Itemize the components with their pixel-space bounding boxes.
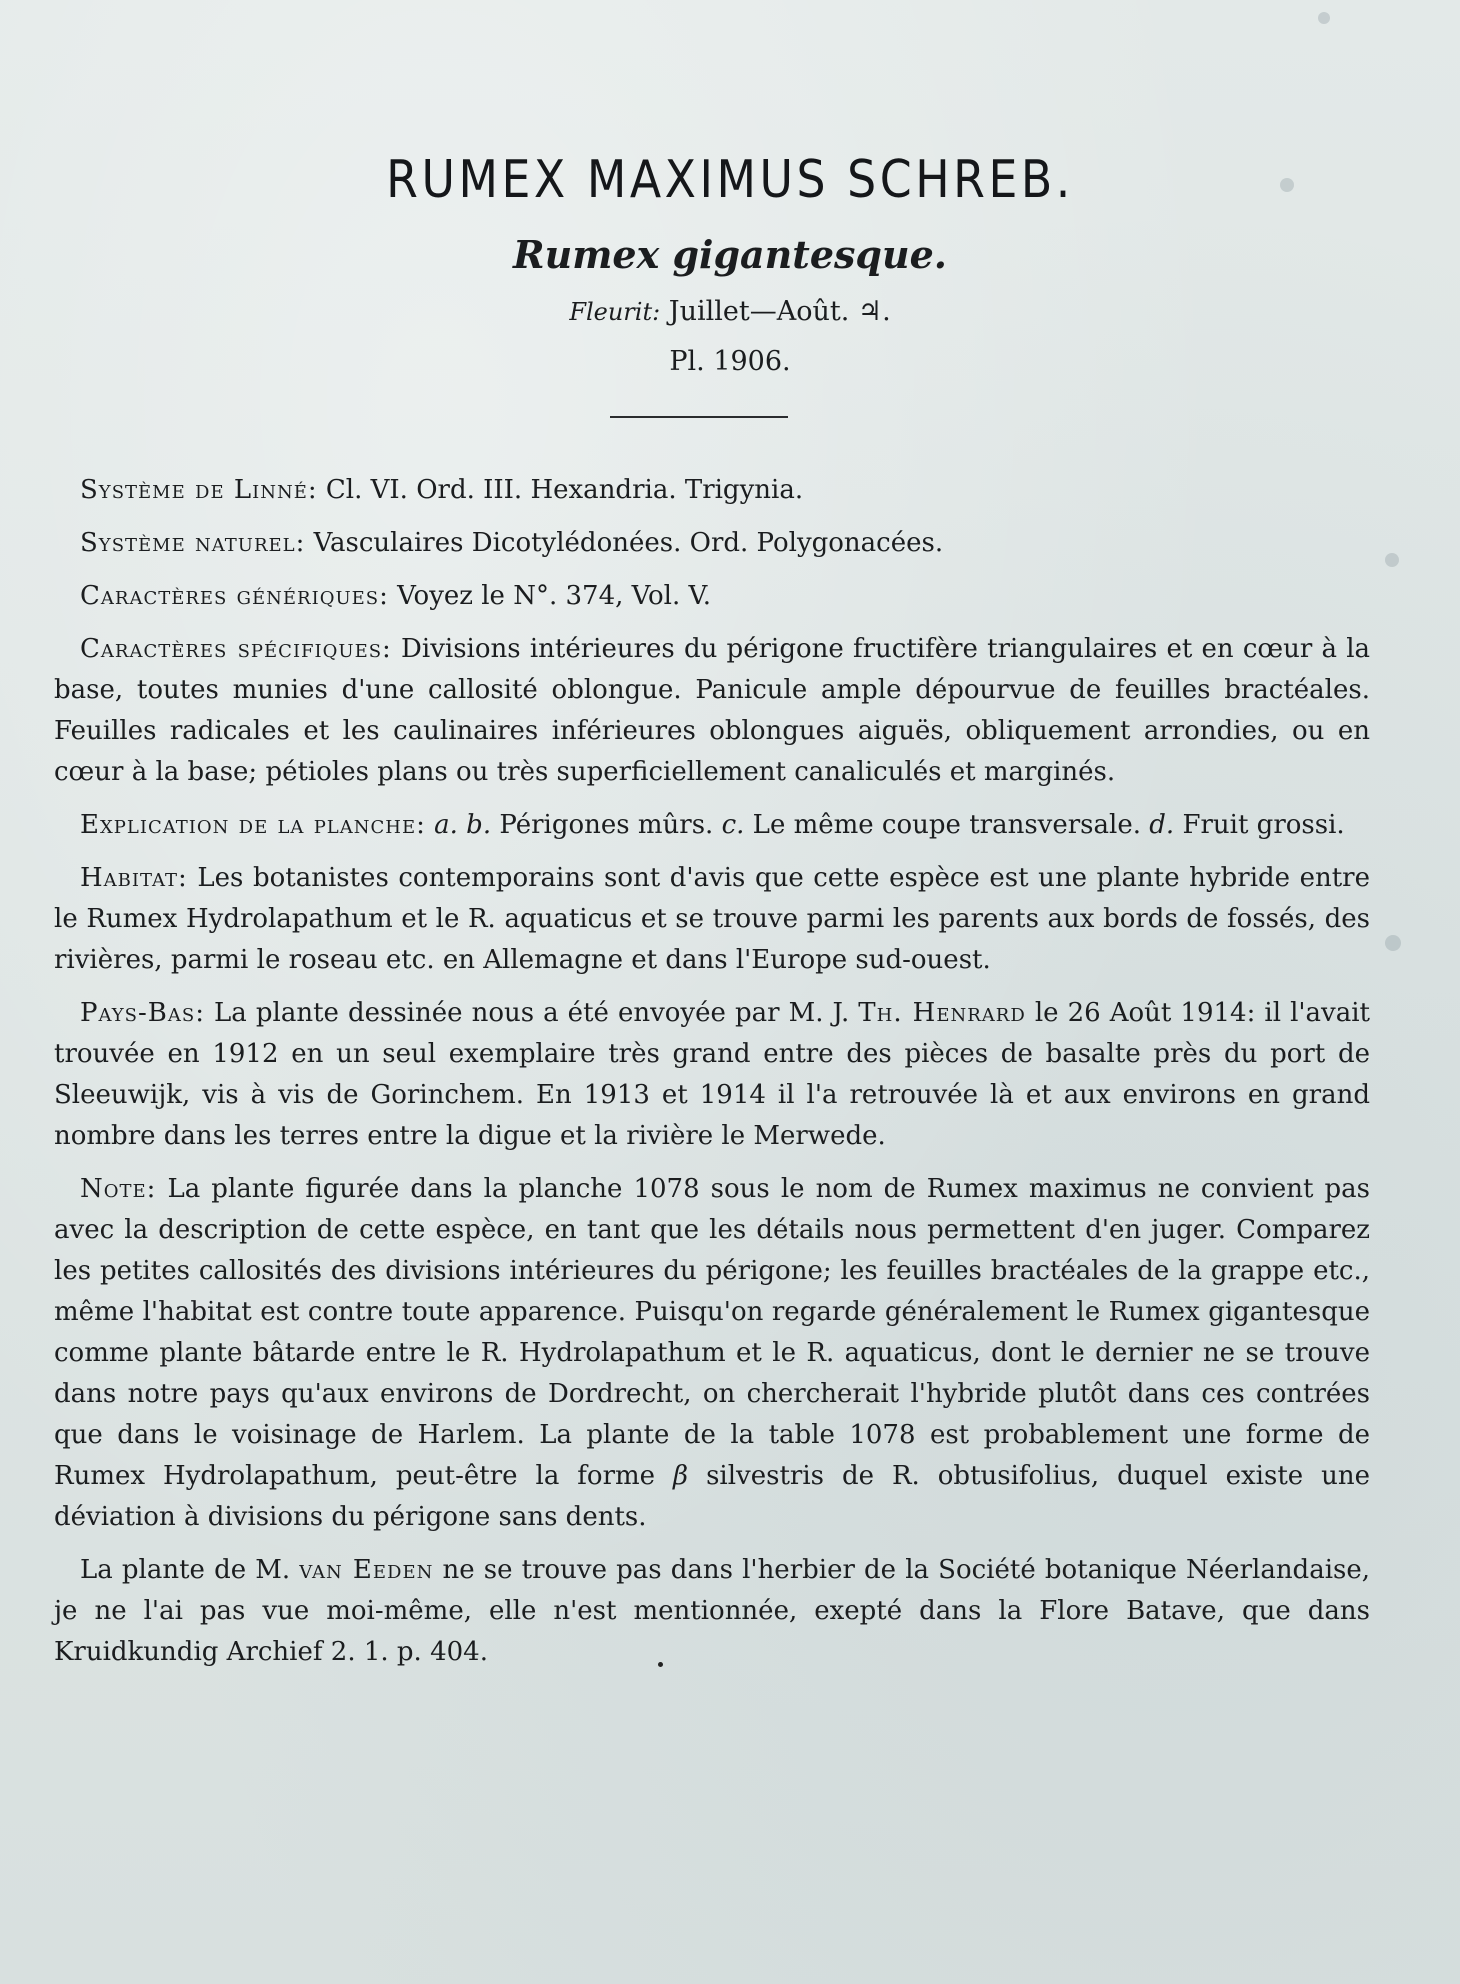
figure-letter: a. b.	[434, 810, 492, 840]
section-linne	[54, 470, 1370, 511]
section-text: Les botanistes contemporains sont d'avis que cette espèce est une plante hybride entre le Rumex Hydrolapathum et le R. aquaticus et se trouve parmi les parents aux bords de fossés, des rivières, parmi le roseau etc. en Allemagne et dans l'Europe sud-ouest.	[54, 863, 1371, 975]
bleed-spot	[1385, 935, 1401, 951]
section-text: La plante figurée dans la planche 1078 sous le nom de Rumex maximus ne convient pas avec la description de cette espèce, en tant que les détails nous permettent d'en juger. Comparez les petites callosités des divisions intérieures du périgone; les feuilles bractéales de la grappe etc., même l'habitat est contre toute apparence. Puisqu'on regarde généralement le Rumex gigantesque comme plante bâtarde entre le R. Hydrolapathum et le R. aquaticus, dont le dernier ne se trouve dans notre pays qu'aux environs de Dordrecht, on chercherait l'hybride plutôt dans ces contrées que dans le voisinage de Harlem. La plante de la table 1078 est probablement une forme de Rumex Hydrolapathum, peut-être la forme	[54, 1174, 1371, 1491]
section-label: Caractères génériques:	[80, 581, 389, 611]
flowering-label: Fleurit:	[569, 298, 661, 326]
greek-letter: β	[673, 1461, 689, 1491]
person-name: van Eeden	[299, 1555, 434, 1585]
section-label: Système de Linné:	[80, 475, 318, 505]
section-text: le 26 Août 1914: il l'avait trouvée en 1912 en un seul exemplaire très grand entre des pièces de basalte près du port de Sleeuwijk, vis à vis de Gorinchem. En 1913 et 1914 il l'a retrouvée là et aux environs en grand nombre dans les terres entre la digue et la rivière le Merwede.	[54, 998, 1371, 1151]
section-text: La plante dessinée nous a été envoyée par M. J.	[214, 998, 850, 1028]
section-naturel	[54, 523, 1370, 564]
figure-letter: c.	[721, 810, 745, 840]
section-label: Explication de la planche:	[80, 810, 426, 840]
section-pays-bas	[54, 993, 1370, 1157]
section-text: ne se trouve pas dans l'herbier de la Société botanique Néerlandaise, je ne l'ai pas vue moi-même, elle n'est mentionnée, exepté dans la Flore Batave, que dans Kruidkundig Archief 2. 1. p. 404.	[54, 1555, 1371, 1667]
section-label: Caractères spécifiques:	[80, 634, 392, 664]
section-text: La plante de M.	[80, 1555, 291, 1585]
section-label: Note:	[80, 1174, 157, 1204]
section-label: Habitat:	[80, 863, 188, 893]
section-generiques	[54, 576, 1370, 617]
section-label: Pays-Bas:	[80, 998, 205, 1028]
section-text: silvestris de R. obtusifolius, duquel existe une déviation à divisions du périgone sans dents.	[54, 1461, 1371, 1532]
flowering-value: Juillet—Août. ♃.	[668, 296, 891, 327]
figure-caption: Fruit grossi.	[1182, 810, 1345, 840]
section-label: Système naturel:	[80, 528, 306, 558]
figure-caption: Le même coupe transversale.	[752, 810, 1141, 840]
section-text: Vasculaires Dicotylédonées. Ord. Polygonacées.	[313, 528, 944, 558]
page-title: RUMEX MAXIMUS SCHREB.	[386, 150, 1074, 210]
flowering-line	[0, 296, 1460, 327]
bleed-spot	[1318, 12, 1330, 24]
end-mark	[658, 1662, 663, 1667]
person-name: Th. Henrard	[858, 998, 1026, 1028]
section-habitat	[54, 858, 1370, 981]
section-note	[54, 1169, 1370, 1538]
section-explication	[54, 805, 1370, 846]
description-body	[54, 470, 1370, 1685]
plate-number: Pl. 1906.	[669, 346, 791, 377]
figure-letter: d.	[1149, 810, 1175, 840]
section-closing	[54, 1550, 1370, 1673]
section-specifiques	[54, 629, 1370, 793]
section-text: Voyez le N°. 374, Vol. V.	[397, 581, 712, 611]
figure-caption: Périgones mûrs.	[499, 810, 714, 840]
section-text: Cl. VI. Ord. III. Hexandria. Trigynia.	[325, 475, 804, 505]
bleed-spot	[1385, 553, 1399, 567]
section-text: Divisions intérieures du périgone fructifère triangulaires et en cœur à la base, toutes munies d'une callosité oblongue. Panicule ample dépourvue de feuilles bractéales. Feuilles radicales et les caulinaires inférieures oblongues aiguës, obliquement arrondies, ou en cœur à la base; pétioles plans ou très superficiellement canaliculés et marginés.	[54, 634, 1371, 787]
common-name: Rumex gigantesque.	[512, 232, 948, 277]
title-divider	[610, 416, 788, 418]
